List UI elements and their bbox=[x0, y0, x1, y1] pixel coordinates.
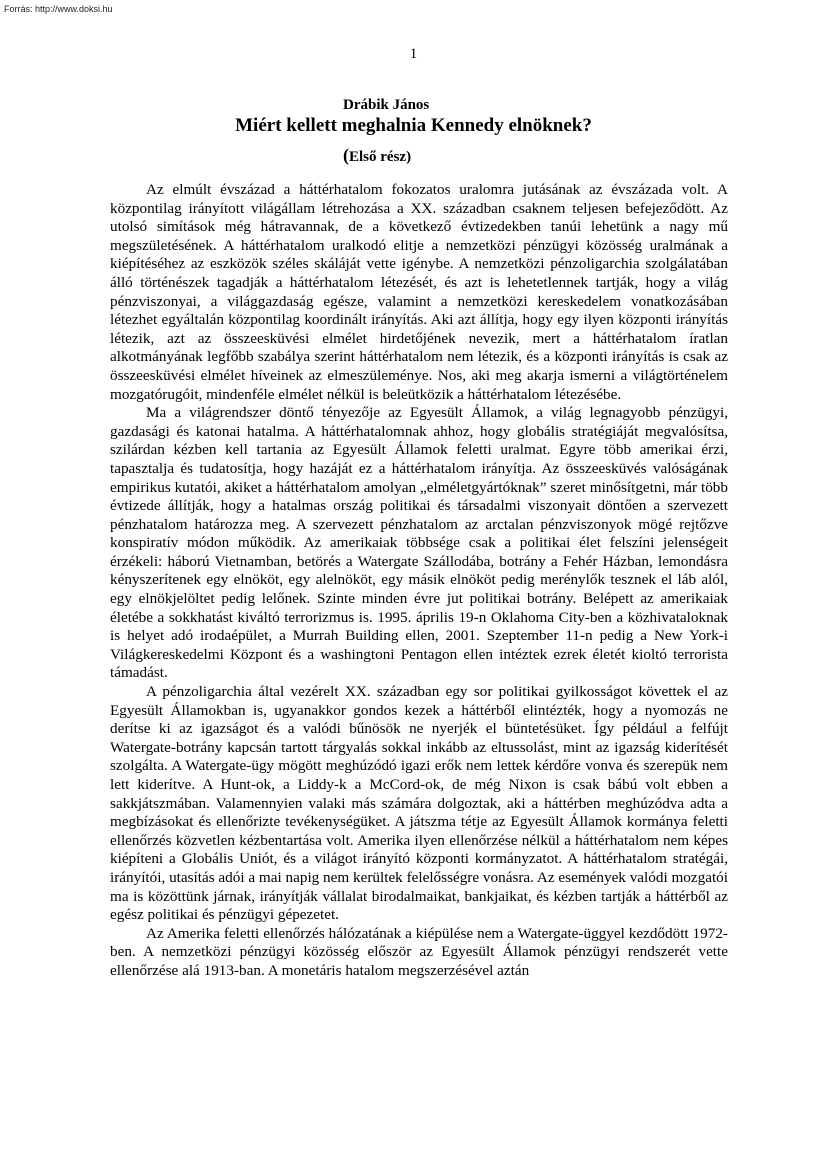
document-title bbox=[0, 115, 827, 137]
paragraph: Az Amerika feletti ellenőrzés hálózatának a kiépülése nem a Watergate-üggyel kezdődött 1972-ben. A nemzetközi pénzügyi közösség először az Egyesült Államok pénzügyi rendszerét vette ellenőrzése alá 1913-ban. A monetáris hatalom megszerzésével aztán bbox=[110, 924, 728, 979]
subtitle-text: Első rész) bbox=[349, 149, 412, 165]
subtitle-open-paren: ( bbox=[343, 145, 349, 165]
document-subtitle bbox=[343, 145, 411, 166]
author-name: Drábik János bbox=[343, 97, 430, 113]
article-body bbox=[110, 181, 728, 981]
page-number: 1 bbox=[409, 46, 418, 62]
source-url: Forrás: http://www.doksi.hu bbox=[4, 4, 113, 14]
paragraph: A pénzoligarchia által vezérelt XX. században egy sor politikai gyilkosságot követtek el az Egyesült Államokban is, ugyanakkor gondos kezek a háttérből elintézték, hogy a nyomozás ne derítse ki az igazságot és a valódi bűnösök ne nyerjék el büntetésüket. Így például a felfújt Watergate-botrány kapcsán tartott tárgyalás sokkal inkább az eltussolást, mint az igazság kiderítését szolgálta. A Watergate-ügy mögött meghúzódó igazi erők nem lettek kérdőre vonva és szerepük nem lett kiderítve. A Hunt-ok, a Liddy-k a McCord-ok, de még Nixon is csak bábú volt ebben a sakkjátszmában. Valamennyien valaki más számára dolgoztak, aki a háttérben meghúzódva adta a megbízásokat és ellenőrizte tevékenységüket. A játszma tétje az Egyesült Államok kormánya feletti ellenőrzés közvetlen kézbentartása volt. Amerika ilyen ellenőrzése nélkül a háttérhatalom nem képes kiépíteni a Globális Uniót, és a világot irányító központi kormányzatot. A háttérhatalom stratégái, irányítói, utasítás adói a mai napig nem kerültek felelősségre vonásra. Az események valódi mozgatói ma is közöttünk járnak, irányítják vállalat birodalmaikat, bankjaikat, és kézben tartják a háttérből az egész politikai és pénzügyi gépezetet. bbox=[110, 683, 728, 924]
paragraph: Az elmúlt évszázad a háttérhatalom fokozatos uralomra jutásának az évszázada volt. A központilag irányított világállam létrehozása a XX. században csaknem teljesen befejeződött. Az utolsó simítások még hátravannak, de a következő évtizedekben tanúi lehetünk a nagy mű megszületésének. A háttérhatalom uralkodó elitje a nemzetközi pénzügyi közösség uralmának a kiépítéséhez az eszközök széles skáláját vette igénybe. A nemzetközi pénzoligarchia szolgálatában álló történészek tagadják a háttérhatalom létezését, és azt is lehetetlennek tartják, hogy a világ pénzviszonyai, a világgazdaság egésze, valamint a nemzetközi kereskedelem vonatkozásában létezhet egyáltalán központilag koordinált irányítás. Aki azt állítja, hogy egy ilyen központi irányítás létezik, azt az összeesküvési elmélet hirdetőjének nevezik, mert a háttérhatalom íratlan alkotmányának legfőbb szabálya szerint háttérhatalom nem létezik, és a központi irányítás is csak az összeesküvési elmélet híveinek az elmeszüleménye. Nos, aki meg akarja ismerni a világtörténelem mozgatórugóit, mindenféle elmélet nélkül is beleütközik a háttérhatalom létezésébe. bbox=[110, 181, 728, 403]
paragraph: Ma a világrendszer döntő tényezője az Egyesült Államok, a világ legnagyobb pénzügyi, gazdasági és katonai hatalma. A háttérhatalomnak ahhoz, hogy globális stratégiáját megvalósítsa, szilárdan kézben kell tartania az Egyesült Államok feletti uralmat. Egyre több amerikai érzi, tapasztalja és tudatosítja, hogy hazáját ez a háttérhatalom irányítja. Az összeesküvés valóságának empirikus kutatói, akiket a háttérhatalom amolyan „elméletgyártóknak” szeret minősítgetni, már több évtizede állítják, hogy a hatalmas ország politikai és társadalmi viszonyait döntően a szervezett pénzhatalom határozza meg. A szervezett pénzhatalom az arctalan pénzviszonyok mögé rejtőzve konspiratív módon működik. Az amerikaiak többsége csak a politikai élet felszíni jelenségeit érzékeli: háború Vietnamban, betörés a Watergate Szállodába, botrány a Fehér Házban, lemondásra kényszerítenek egy elnököt, egy alelnököt, egy másik elnököt pedig merénylők tesznek el láb alól, egy elnökjelöltet pedig lelőnek. Szinte minden évre jut politikai botrány. Belépett az amerikaiak életébe a sokkhatást kiváltó terrorizmus is. 1995. április 19-n Oklahoma City-ben a közhivataloknak is helyet adó irodaépület, a Murrah Building ellen, 2001. Szeptember 11-n pedig a New York-i Világkereskedelmi Központ és a washingtoni Pentagon ellen intéztek ezrek életét kioltó terrorista támadást. bbox=[110, 404, 728, 682]
document-title-text: Miért kellett meghalnia Kennedy elnöknek? bbox=[235, 115, 592, 136]
